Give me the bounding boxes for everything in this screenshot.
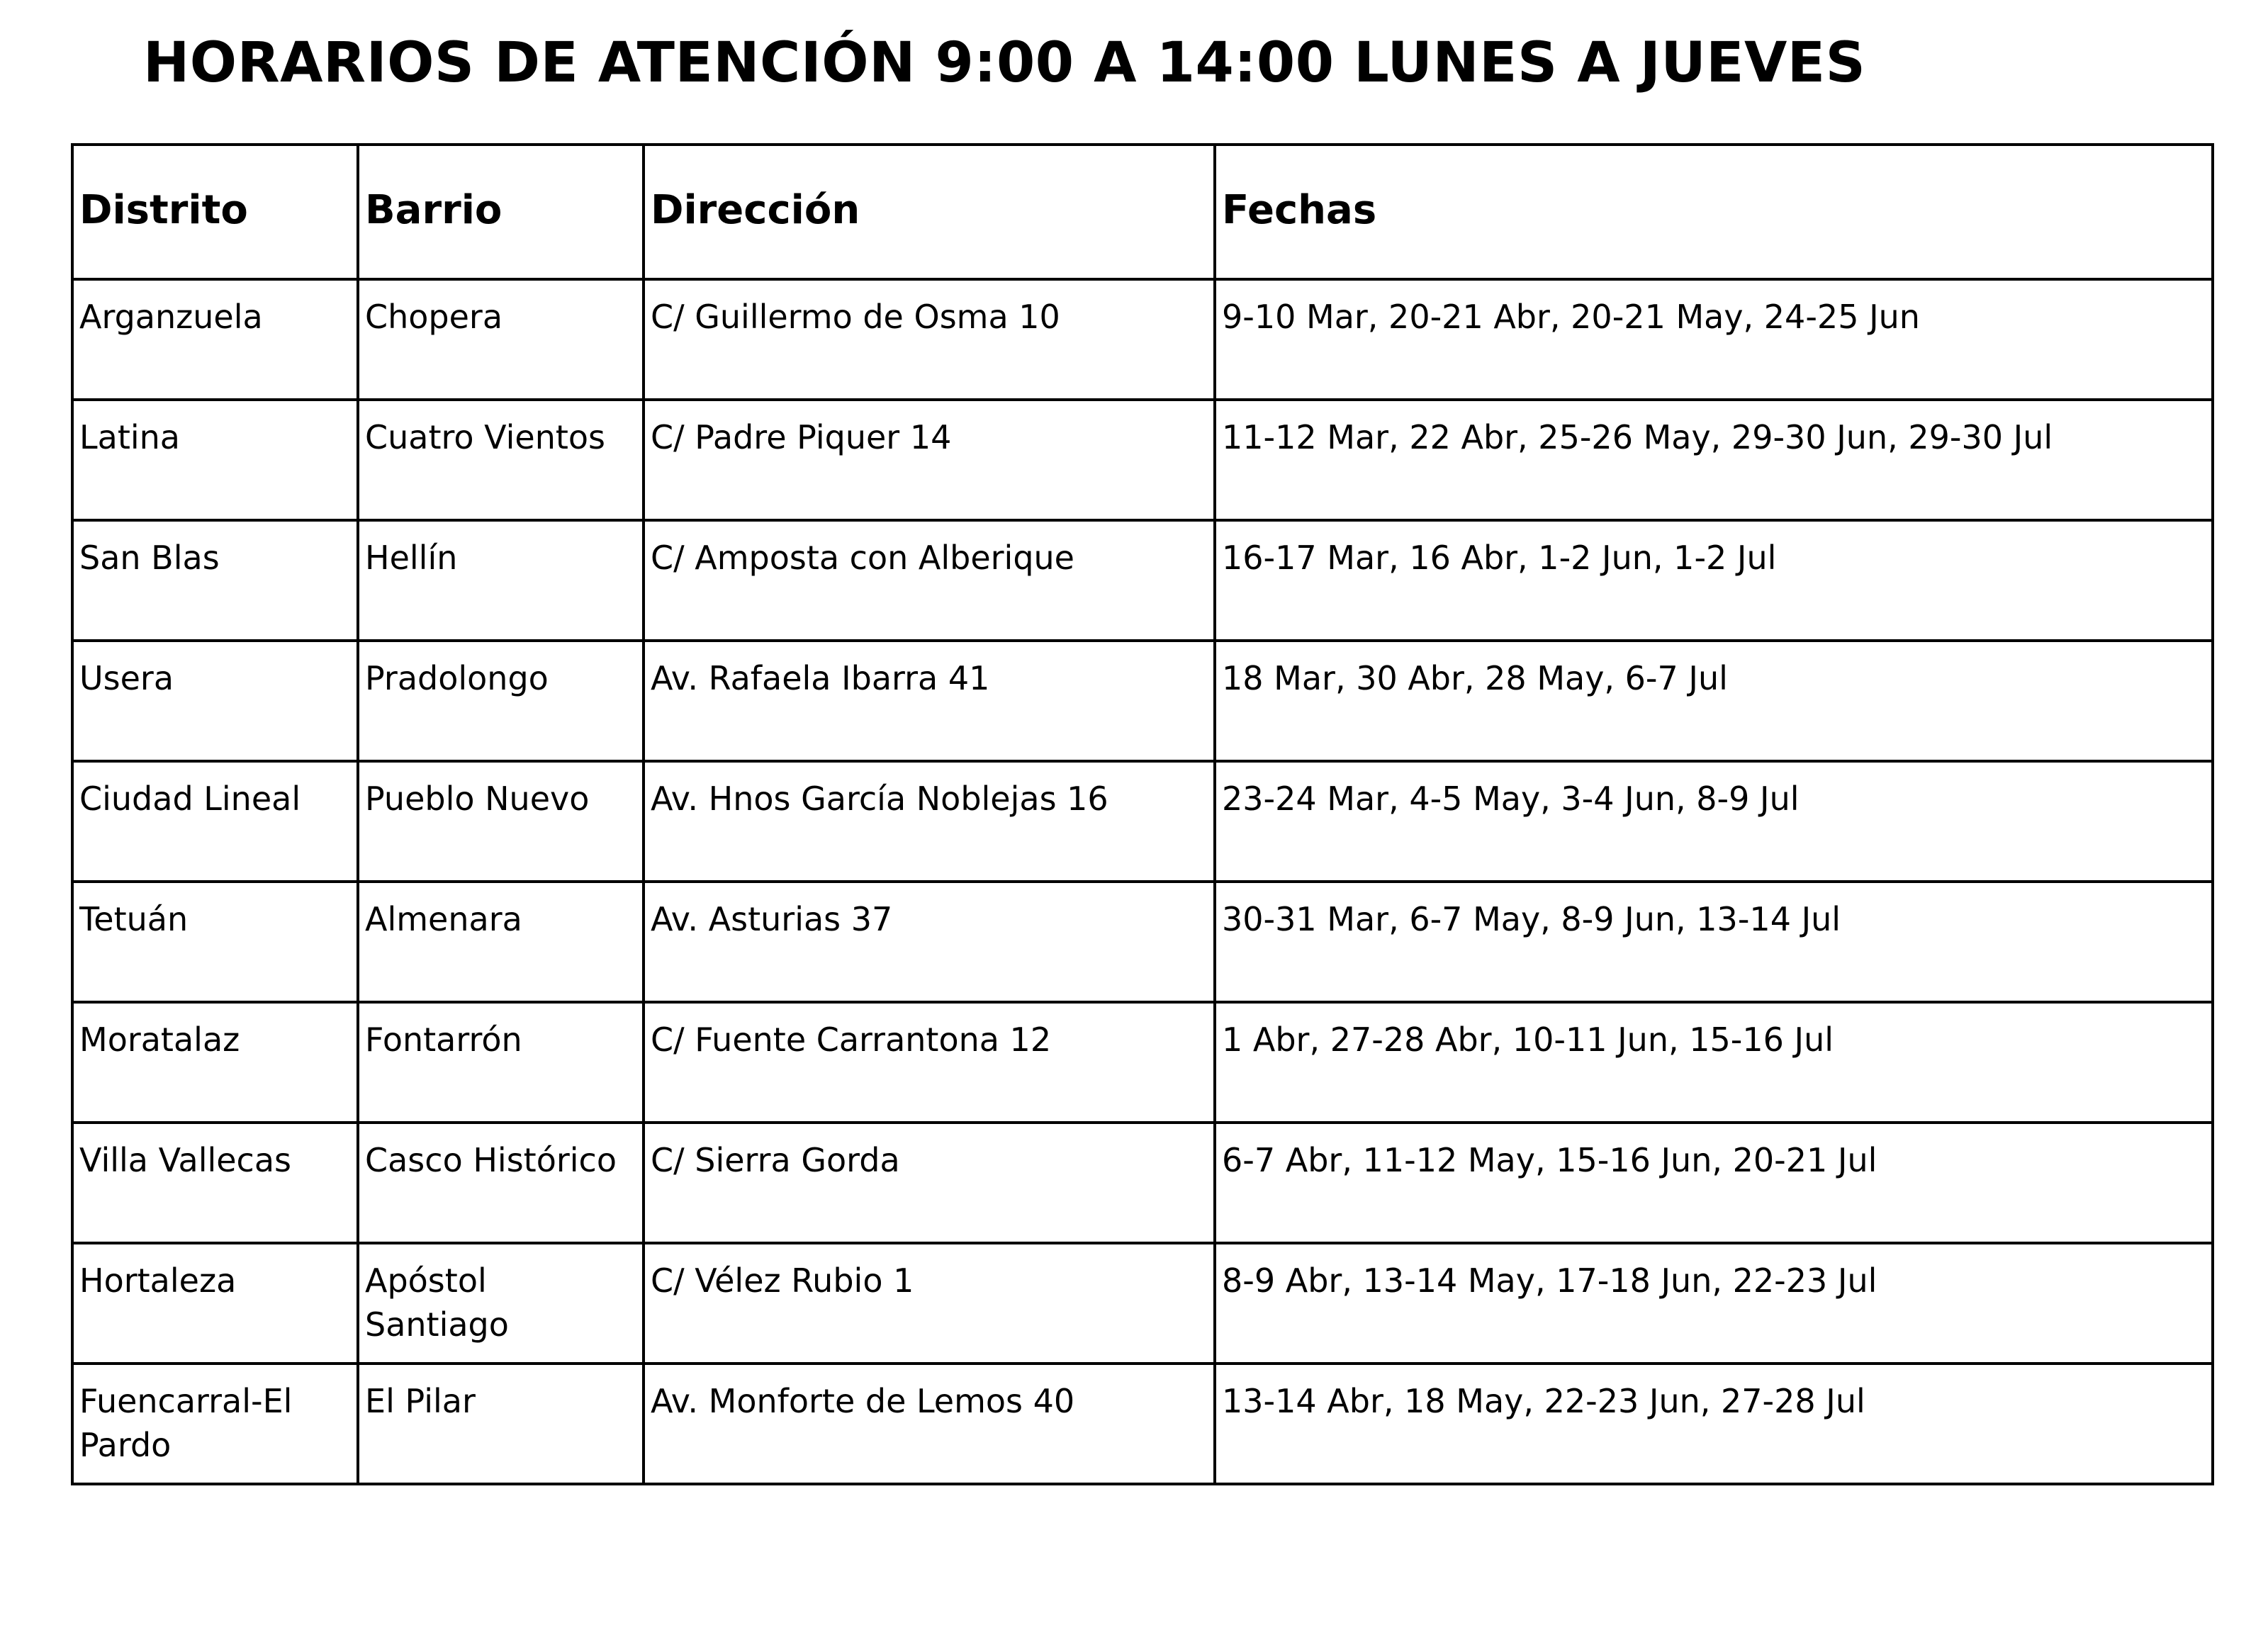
page-title: HORARIOS DE ATENCIÓN 9:00 A 14:00 LUNES A JUEVES bbox=[143, 31, 1866, 95]
header-barrio: Barrio bbox=[358, 145, 644, 279]
table-row bbox=[72, 1123, 2213, 1243]
cell-direccion: C/ Amposta con Alberique bbox=[644, 520, 1215, 641]
table-header bbox=[72, 145, 2213, 279]
cell-direccion: C/ Fuente Carrantona 12 bbox=[644, 1002, 1215, 1123]
cell-barrio: Fontarrón bbox=[358, 1002, 644, 1123]
table-row bbox=[72, 400, 2213, 520]
cell-direccion: C/ Sierra Gorda bbox=[644, 1123, 1215, 1243]
table-row bbox=[72, 1002, 2213, 1123]
table-row bbox=[72, 761, 2213, 882]
cell-direccion: Av. Rafaela Ibarra 41 bbox=[644, 641, 1215, 761]
cell-fechas: 18 Mar, 30 Abr, 28 May, 6-7 Jul bbox=[1215, 641, 2213, 761]
cell-distrito: Fuencarral-El Pardo bbox=[72, 1364, 358, 1484]
header-direccion: Dirección bbox=[644, 145, 1215, 279]
table-row bbox=[72, 882, 2213, 1002]
table-row bbox=[72, 279, 2213, 400]
cell-direccion: C/ Vélez Rubio 1 bbox=[644, 1243, 1215, 1364]
cell-distrito: Moratalaz bbox=[72, 1002, 358, 1123]
cell-distrito: Ciudad Lineal bbox=[72, 761, 358, 882]
cell-barrio: Pueblo Nuevo bbox=[358, 761, 644, 882]
cell-distrito: Arganzuela bbox=[72, 279, 358, 400]
cell-fechas: 16-17 Mar, 16 Abr, 1-2 Jun, 1-2 Jul bbox=[1215, 520, 2213, 641]
cell-distrito: Tetuán bbox=[72, 882, 358, 1002]
table-row bbox=[72, 520, 2213, 641]
cell-barrio: Chopera bbox=[358, 279, 644, 400]
cell-direccion: Av. Hnos García Noblejas 16 bbox=[644, 761, 1215, 882]
cell-direccion: C/ Guillermo de Osma 10 bbox=[644, 279, 1215, 400]
schedule-table bbox=[71, 143, 2214, 1485]
cell-distrito: Latina bbox=[72, 400, 358, 520]
cell-distrito: Usera bbox=[72, 641, 358, 761]
cell-direccion: Av. Asturias 37 bbox=[644, 882, 1215, 1002]
cell-barrio: Casco Histórico bbox=[358, 1123, 644, 1243]
cell-distrito: San Blas bbox=[72, 520, 358, 641]
table-row bbox=[72, 641, 2213, 761]
cell-distrito: Hortaleza bbox=[72, 1243, 358, 1364]
table-row bbox=[72, 1243, 2213, 1364]
cell-fechas: 6-7 Abr, 11-12 May, 15-16 Jun, 20-21 Jul bbox=[1215, 1123, 2213, 1243]
header-row bbox=[72, 145, 2213, 279]
header-fechas: Fechas bbox=[1215, 145, 2213, 279]
cell-barrio: Cuatro Vientos bbox=[358, 400, 644, 520]
cell-distrito: Villa Vallecas bbox=[72, 1123, 358, 1243]
cell-fechas: 9-10 Mar, 20-21 Abr, 20-21 May, 24-25 Jun bbox=[1215, 279, 2213, 400]
cell-fechas: 13-14 Abr, 18 May, 22-23 Jun, 27-28 Jul bbox=[1215, 1364, 2213, 1484]
cell-barrio: Hellín bbox=[358, 520, 644, 641]
cell-fechas: 23-24 Mar, 4-5 May, 3-4 Jun, 8-9 Jul bbox=[1215, 761, 2213, 882]
cell-fechas: 11-12 Mar, 22 Abr, 25-26 May, 29-30 Jun, 29-30 Jul bbox=[1215, 400, 2213, 520]
cell-fechas: 1 Abr, 27-28 Abr, 10-11 Jun, 15-16 Jul bbox=[1215, 1002, 2213, 1123]
cell-fechas: 30-31 Mar, 6-7 May, 8-9 Jun, 13-14 Jul bbox=[1215, 882, 2213, 1002]
cell-fechas: 8-9 Abr, 13-14 May, 17-18 Jun, 22-23 Jul bbox=[1215, 1243, 2213, 1364]
cell-barrio: El Pilar bbox=[358, 1364, 644, 1484]
table-body bbox=[72, 279, 2213, 1484]
cell-barrio: Apóstol Santiago bbox=[358, 1243, 644, 1364]
header-distrito: Distrito bbox=[72, 145, 358, 279]
cell-direccion: C/ Padre Piquer 14 bbox=[644, 400, 1215, 520]
cell-barrio: Almenara bbox=[358, 882, 644, 1002]
table-row bbox=[72, 1364, 2213, 1484]
cell-barrio: Pradolongo bbox=[358, 641, 644, 761]
cell-direccion: Av. Monforte de Lemos 40 bbox=[644, 1364, 1215, 1484]
